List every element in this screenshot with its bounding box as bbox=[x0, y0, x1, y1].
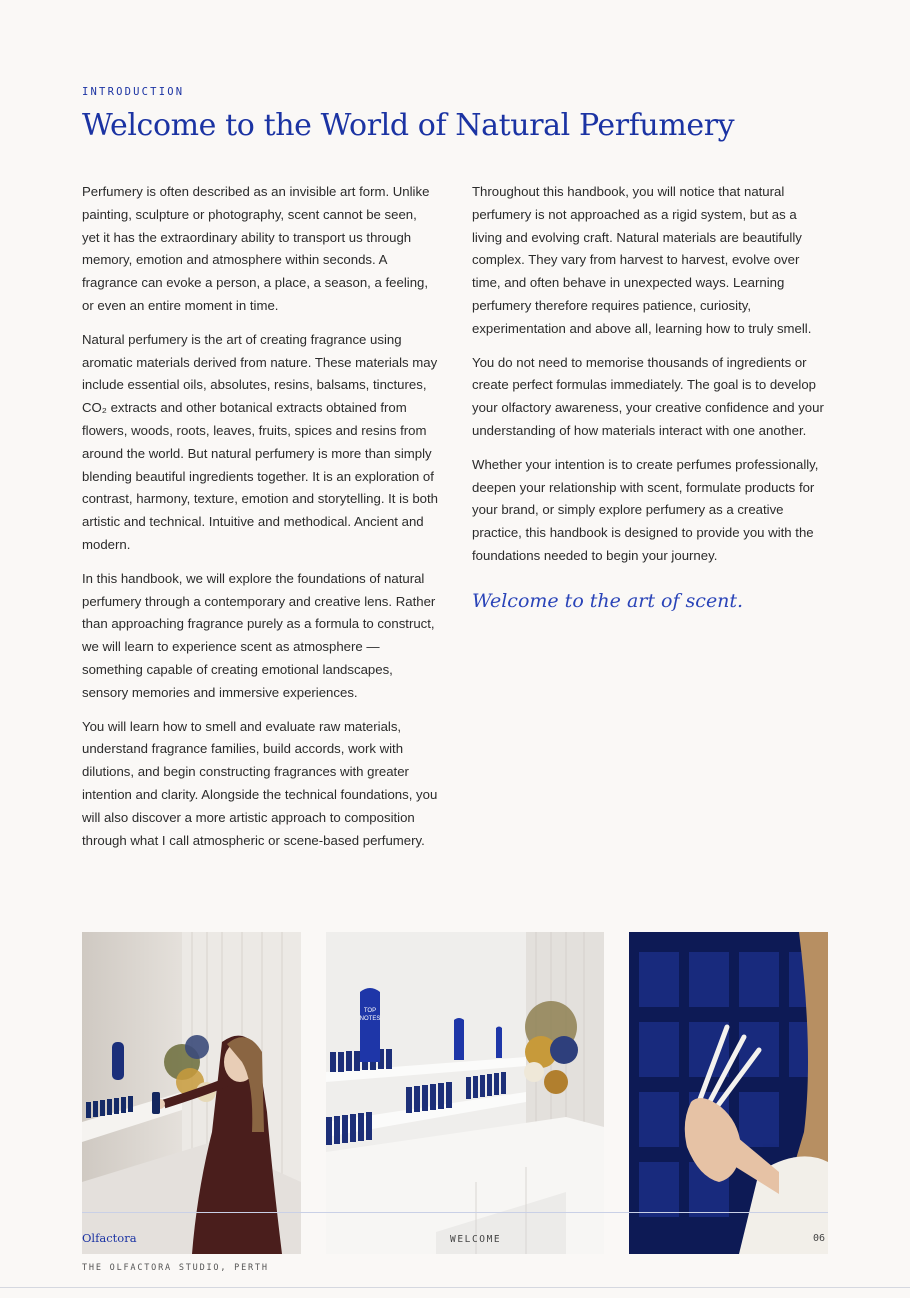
photo-woman-at-shelf bbox=[82, 932, 301, 1254]
paragraph: Perfumery is often described as an invisible art form. Unlike painting, sculpture or photography, scent cannot be seen, yet it has the extraordinary ability to transport us through memory, emotion and atmosphere within seconds. A fragrance can evoke a person, a place, a season, a feeling, or even an entire moment in time. bbox=[82, 184, 430, 313]
sign-text-notes: NOTES bbox=[359, 1016, 381, 1022]
left-text-column bbox=[82, 181, 438, 863]
photo-caption: THE OLFACTORA STUDIO, PERTH bbox=[82, 1263, 269, 1273]
sign-text-top: TOP bbox=[363, 1008, 377, 1014]
footer-brand: Olfactora bbox=[82, 1231, 137, 1245]
photo-scent-strips bbox=[629, 932, 828, 1254]
footer-divider bbox=[82, 1212, 828, 1213]
page-title: Welcome to the World of Natural Perfumery bbox=[82, 108, 735, 143]
photo-bottle-shelves bbox=[326, 932, 604, 1254]
paragraph: You will learn how to smell and evaluate raw materials, understand fragrance families, build accords, work with dilutions, and begin constructing fragrances with greater intention and clarity. Alongside the technical foundations, you will also discover a more artistic approach to composition through what I call atmospheric or scene-based perfumery. bbox=[82, 718, 438, 848]
footer-section-label: WELCOME bbox=[450, 1234, 502, 1245]
paragraph: In this handbook, we will explore the foundations of natural perfumery through a contemporary and creative lens. Rather than approaching fragrance purely as a formula to construct, we will learn to experience scent as atmosphere — something capable of creating emotional landscapes, sensory memories and immersive experiences. bbox=[82, 570, 436, 700]
page-number: 06 bbox=[813, 1233, 826, 1244]
closing-line: Welcome to the art of scent. bbox=[472, 589, 744, 612]
paragraph: Throughout this handbook, you will notice that natural perfumery is not approached as a rigid system, but as a living and evolving craft. Natural materials are beautifully complex. They vary from harvest to harvest, evolve over time, and often behave in unexpected ways. Learning perfumery therefore requires patience, curiosity, experimentation and above all, learning how to truly smell. bbox=[472, 184, 812, 336]
paragraph: Natural perfumery is the art of creating fragrance using aromatic materials derived from nature. These materials may include essential oils, absolutes, resins, balsams, tinctures, CO₂ extracts and other botanical extracts obtained from flowers, woods, roots, leaves, fruits, spices and resins from around the world. But natural perfumery is more than simply blending beautiful ingredients together. It is an exploration of contrast, harmony, texture, emotion and storytelling. It is both artistic and technical. Intuitive and methodical. Ancient and modern. bbox=[82, 331, 438, 552]
page-bottom-divider bbox=[0, 1287, 910, 1288]
paragraph: You do not need to memorise thousands of ingredients or create perfect formulas immediately. The goal is to develop your olfactory awareness, your creative confidence and your understanding of how materials interact with one another. bbox=[472, 354, 824, 438]
right-text-column bbox=[472, 181, 824, 624]
paragraph: Whether your intention is to create perfumes professionally, deepen your relationship with scent, formulate products for your brand, or simply explore perfumery as a creative practice, this handbook is designed to provide you with the foundations needed to begin your journey. bbox=[472, 456, 819, 563]
section-eyebrow: INTRODUCTION bbox=[82, 86, 185, 98]
